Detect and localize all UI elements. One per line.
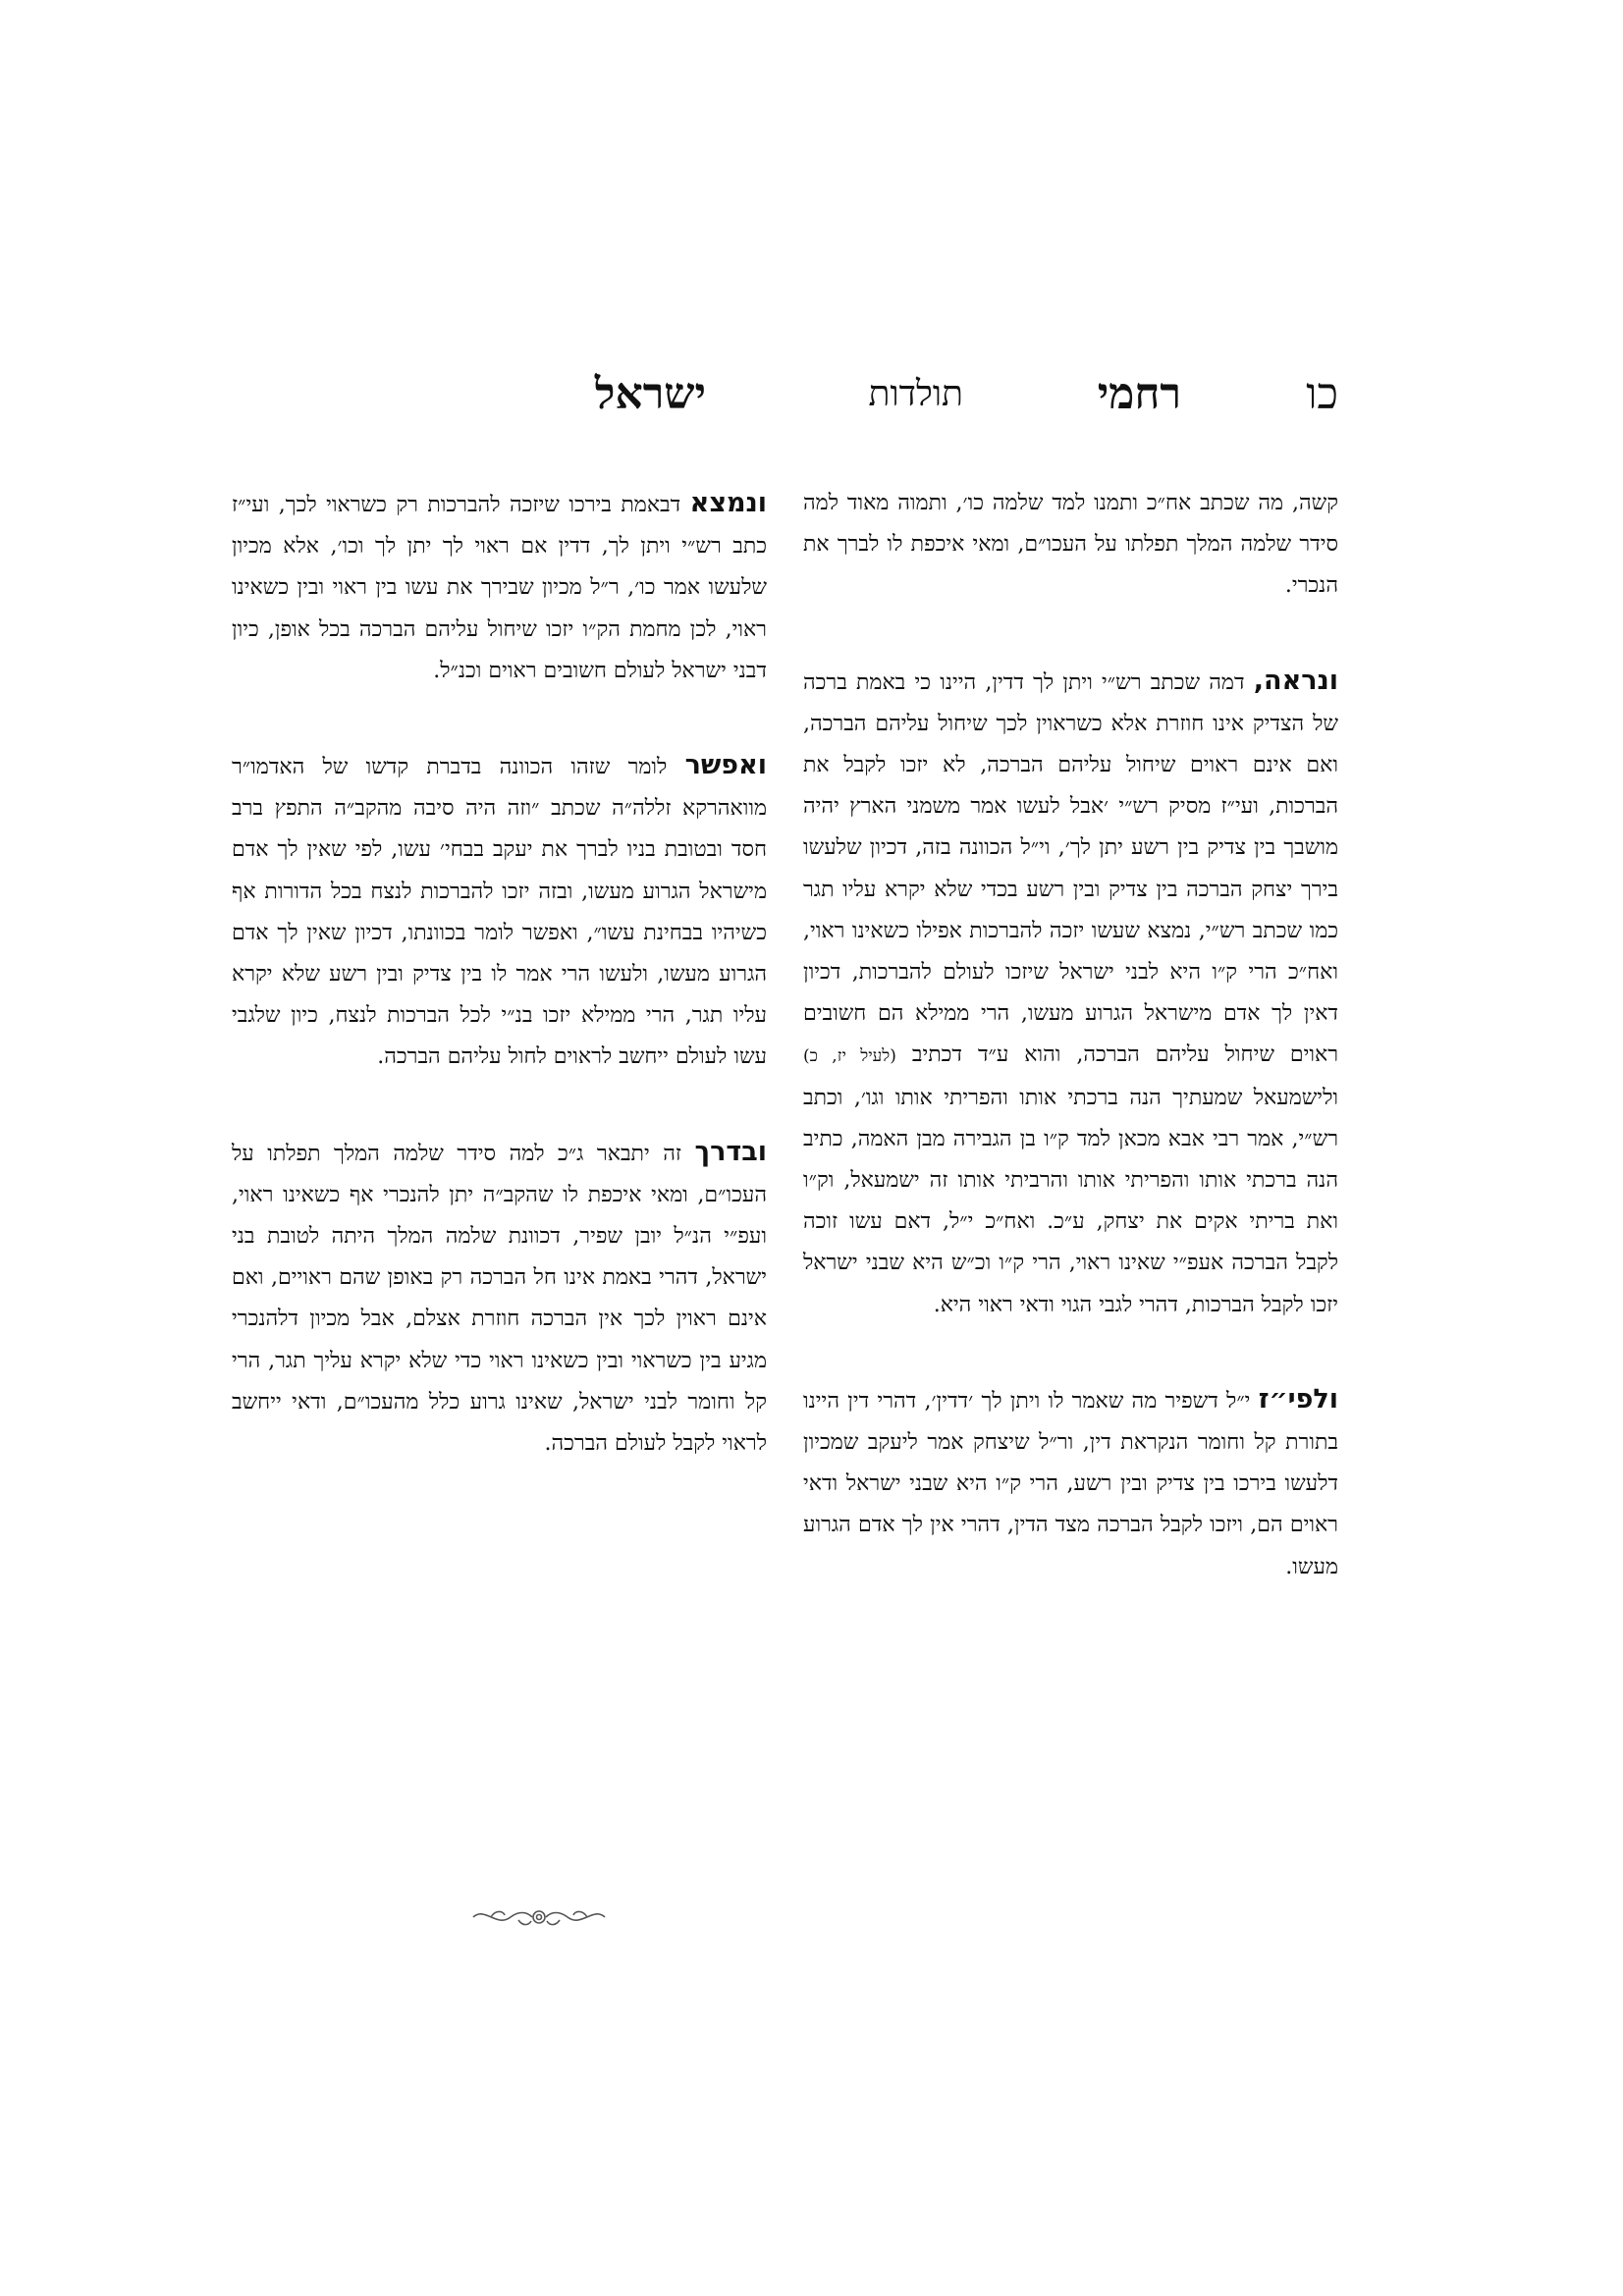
paragraph-text: דמה שכתב רש״י ויתן לך דדין, היינו כי באמת ברכה של הצדיק אינו חוזרת אלא כשראוין לכך שיחול עליהם הברכה, ואם אינם ראוים שיחול עליהם הברכה, לא יזכו לקבל את הברכות, ועי״ז מסיק רש״י ׳אבל לעשו אמר משמני הארץ יהיה מושבך בין צדיק בין רשע יתן לך׳, וי״ל הכוונה בזה, דכיון שלעשו בירך יצחק הברכה בין צדיק ובין רשע בכדי שלא יקרא עליו תגר כמו שכתב רש״י, נמצא שעשו יזכה להברכות אפילו כשאינו ראוי, ואח״כ הרי ק״ו היא לבני ישראל שיזכו לעולם להברכות, דכיון דאין לך אדם מישראל הגרוע מעשו, הרי ממילא הם חשובים ראוים שיחול עליהם הברכה, והוא ע״ד דכתיב	[803, 669, 1339, 1068]
citation: (לעיל יז, כ)	[803, 1046, 896, 1067]
paragraph-text: דבאמת בירכו שיזכה להברכות רק כשראוי לכך, ועי״ז כתב רש״י ויתן לך, דדין אם ראוי לך יתן לך וכו׳, אלא מכיון שלעשו אמר כו׳, ר״ל מכיון שבירך את עשו בין ראוי ובין כשאינו ראוי, לכן מחמת הק״ו יזכו שיחול עליהם הברכה בכל אופן, כיון דבני ישראל לעולם חשובים ראוים וכנ״ל.	[232, 493, 767, 683]
paragraph	[803, 661, 1338, 1326]
paragraph	[232, 483, 767, 692]
header-title-word-3: ישראל	[594, 369, 706, 419]
floral-ornament-icon	[469, 1902, 609, 1932]
page-number: כו	[1306, 369, 1338, 419]
paragraph-lead-word: ונמצא	[689, 488, 767, 518]
paragraph-lead-word: ובדרך	[694, 1136, 767, 1167]
paragraph-lead-word: ואפשר	[684, 750, 767, 781]
paragraph-lead-word: ולפי״ז	[1258, 1383, 1338, 1415]
right-text-column	[803, 483, 1338, 1641]
running-header	[486, 365, 1338, 434]
paragraph	[232, 1132, 767, 1466]
header-title-word-1: רחמי	[1097, 369, 1181, 419]
paragraph-text: זה יתבאר ג״כ למה סידר שלמה המלך תפלתו על העכו״ם, ומאי איכפת לו שהקב״ה יתן להנכרי אף כשאינו ראוי, ועפ״י הנ״ל יובן שפיר, דכוונת שלמה המלך היתה לטובת בני ישראל, דהרי באמת אינו חל הברכה רק באופן שהם ראויים, ואם אינם ראוין לכך אין הברכה חוזרת אצלם, אבל מכיון דלהנכרי מגיע בין כשראוי ובין כשאינו ראוי כדי שלא יקרא עליך תגר, הרי קל וחומר לבני ישראל, שאינו גרוע כלל מהעכו״ם, ודאי ייחשב לראוי לקבל לעולם הברכה.	[232, 1141, 767, 1457]
paragraph	[803, 1379, 1338, 1588]
paragraph-text: ולישמעאל שמעתיך הנה ברכתי אותו והפריתי אותו וגו׳, וכתב רש״י, אמר רבי אבא מכאן למד ק״ו בן הגבירה מבן האמה, כתיב הנה ברכתי אותו והפריתי אותו והרביתי אותו זה ישמעאל, וק״ו ואת בריתי אקים את יצחק, ע״כ. ואח״כ י״ל, דאם עשו זוכה לקבל הברכה אעפ״י שאינו ראוי, הרי ק״ו וכ״ש היא שבני ישראל יזכו לקבל הברכות, דהרי לגבי הגוי ודאי ראוי היא.	[803, 1085, 1338, 1317]
paragraph-text: י״ל דשפיר מה שאמר לו ויתן לך ׳דדין׳, דהרי דין היינו בתורת קל וחומר הנקראת דין, ור״ל שיצחק אמר ליעקב שמכיון דלעשו בירכו בין צדיק ובין רשע, הרי ק״ו היא שבני ישראל ודאי ראוים הם, ויזכו לקבל הברכה מצד הדין, דהרי אין לך אדם הגרוע מעשו.	[803, 1388, 1338, 1579]
left-text-column	[232, 483, 767, 1518]
paragraph-lead-word: ונראה,	[1253, 665, 1338, 696]
paragraph	[232, 745, 767, 1079]
header-title-word-2: תולדות	[868, 374, 963, 414]
paragraph-text: קשה, מה שכתב אח״כ ותמנו למד שלמה כו׳, ותמוה מאוד למה סידר שלמה המלך תפלתו על העכו״ם, ומאי איכפת לו לברך את הנכרי.	[803, 491, 1338, 599]
paragraph	[803, 483, 1338, 608]
paragraph-text: לומר שזהו הכוונה בדברת קדשו של האדמו״ר מוואהרקא זללה״ה שכתב ״וזה היה סיבה מהקב״ה התפץ ברב חסד ובטובת בניו לברך את יעקב בבחי׳ עשו, לפי שאין לך אדם מישראל הגרוע מעשו, ובזה יזכו להברכות לנצח בכל הדורות אף כשיהיו בבחינת עשו״, ואפשר לומר בכוונתו, דכיון שאין לך אדם הגרוע מעשו, ולעשו הרי אמר לו בין צדיק ובין רשע שלא יקרא עליו תגר, הרי ממילא יזכו בנ״י לכל הברכות לנצח, כיון שלגבי עשו לעולם ייחשב לראוים לחול עליהם הברכה.	[232, 755, 767, 1070]
